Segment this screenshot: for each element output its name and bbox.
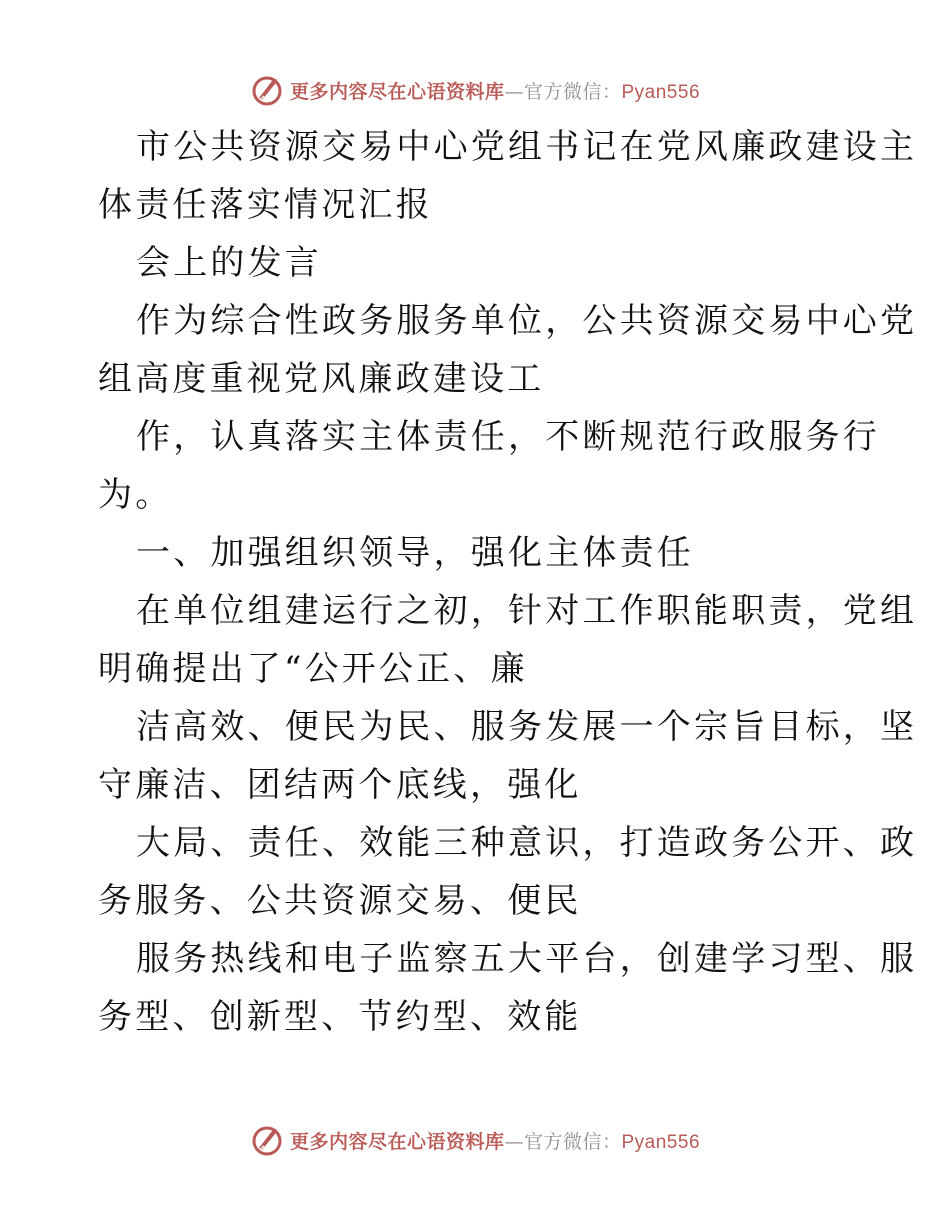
watermark-wechat-id: Pyan556 (621, 1131, 701, 1153)
watermark-wechat-label: 官方微信： (523, 80, 622, 103)
watermark-wechat-id: Pyan556 (621, 81, 701, 103)
text-line: 为。 (98, 475, 173, 515)
watermark-separator: — (504, 80, 524, 103)
text-line: 服务热线和电子监察五大平台，创建学习型、服 (136, 939, 918, 979)
text-line: 作为综合性政务服务单位，公共资源交易中心党 (136, 301, 918, 341)
text-line: 一、加强组织领导，强化主体责任 (136, 533, 694, 573)
text-line: 组高度重视党风廉政建设工 (98, 359, 545, 399)
text-line: 守廉洁、团结两个底线，强化 (98, 765, 582, 805)
text-line: 会上的发言 (136, 243, 322, 283)
text-line: 作，认真落实主体责任，不断规范行政服务行 (136, 417, 880, 457)
text-line: 明确提出了“公开公正、廉 (98, 649, 528, 689)
watermark-text (290, 1127, 700, 1154)
text-line: 务服务、公共资源交易、便民 (98, 881, 582, 921)
text-line: 市公共资源交易中心党组书记在党风廉政建设主 (136, 127, 918, 167)
quill-pen-logo-icon (250, 1123, 284, 1157)
watermark-slogan: 更多内容尽在心语资料库 (289, 1130, 505, 1153)
text-line: 洁高效、便民为民、服务发展一个宗旨目标，坚 (136, 707, 918, 747)
watermark-slogan: 更多内容尽在心语资料库 (289, 80, 505, 103)
watermark-text (290, 77, 700, 104)
watermark-separator: — (504, 1130, 524, 1153)
text-line: 大局、责任、效能三种意识，打造政务公开、政 (136, 823, 918, 863)
document-body (98, 118, 918, 1046)
text-line: 体责任落实情况汇报 (98, 185, 433, 225)
text-line: 在单位组建运行之初，针对工作职能职责，党组 (136, 591, 918, 631)
header-watermark-banner (0, 70, 950, 110)
watermark-wechat-label: 官方微信： (523, 1130, 622, 1153)
text-line: 务型、创新型、节约型、效能 (98, 997, 582, 1037)
footer-watermark-banner (0, 1120, 950, 1160)
quill-pen-logo-icon (250, 73, 284, 107)
